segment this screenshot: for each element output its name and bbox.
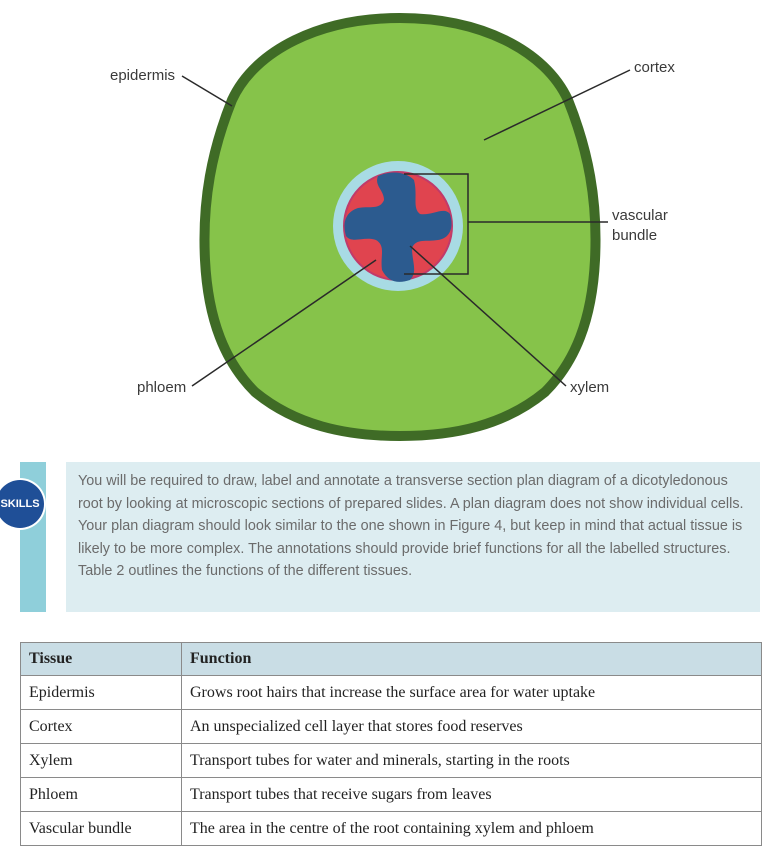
cell-function: Transport tubes that receive sugars from leaves	[182, 778, 762, 812]
vascular-label-line2: bundle	[612, 227, 658, 244]
cell-tissue: Phloem	[21, 778, 182, 812]
table-row	[21, 710, 762, 744]
cell-tissue: Vascular bundle	[21, 812, 182, 846]
epidermis-leader	[182, 76, 232, 106]
table-row	[21, 676, 762, 710]
cell-function: An unspecialized cell layer that stores food reserves	[182, 710, 762, 744]
xylem-label: xylem	[570, 379, 610, 396]
phloem-label: phloem	[137, 379, 187, 396]
table-row	[21, 744, 762, 778]
header-function: Function	[182, 643, 762, 676]
cell-function: Grows root hairs that increase the surface area for water uptake	[182, 676, 762, 710]
table-header-row	[21, 643, 762, 676]
cell-tissue: Epidermis	[21, 676, 182, 710]
header-tissue: Tissue	[21, 643, 182, 676]
cell-tissue: Cortex	[21, 710, 182, 744]
skills-badge: SKILLS	[0, 480, 44, 528]
cell-function: Transport tubes for water and minerals, starting in the roots	[182, 744, 762, 778]
vascular-label-line1: vascular	[612, 207, 668, 224]
table-row	[21, 812, 762, 846]
table-row	[21, 778, 762, 812]
cell-function: The area in the centre of the root containing xylem and phloem	[182, 812, 762, 846]
tissue-function-table	[20, 642, 762, 846]
cell-tissue: Xylem	[21, 744, 182, 778]
epidermis-label: epidermis	[110, 67, 176, 84]
skills-text: You will be required to draw, label and annotate a transverse section plan diagram of a dicotyledonous root by looking at microscopic sections of prepared slides. A plan diagram does not show individual cells. Your plan diagram should look similar to the one shown in Figure 4, but keep in mind that actual tissue is likely to be more complex. The annotations should provide brief functions for all the labelled structures. Table 2 outlines the functions of the different tissues.	[78, 473, 744, 579]
cortex-label: cortex	[634, 59, 675, 76]
